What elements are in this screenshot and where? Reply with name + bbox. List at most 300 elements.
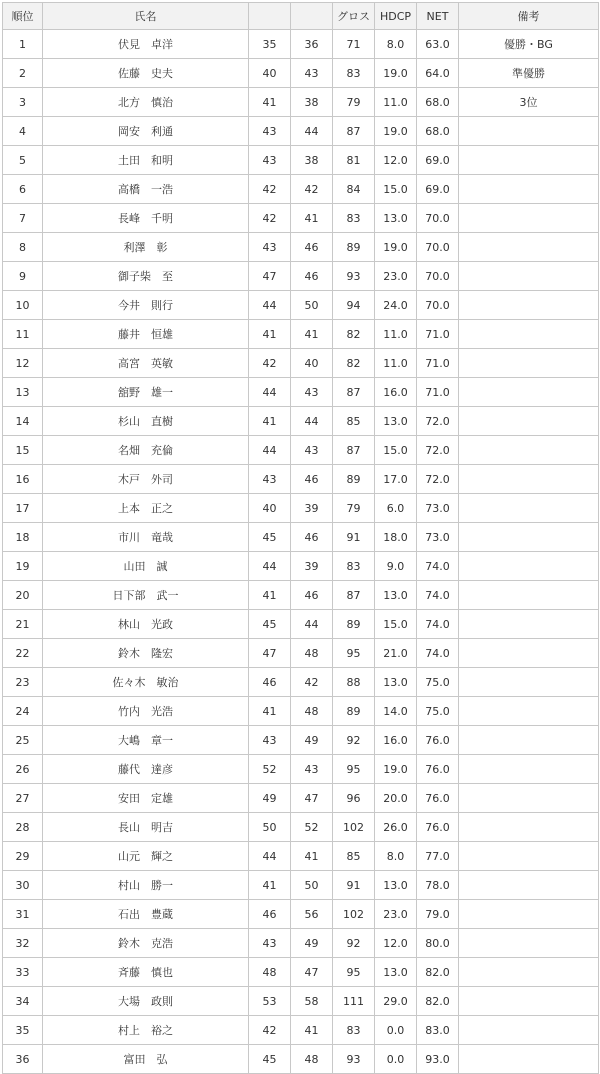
hdcp-cell: 24.0 bbox=[375, 291, 417, 320]
gross-cell: 71 bbox=[333, 30, 375, 59]
name-cell: 鈴木 克浩 bbox=[43, 929, 249, 958]
name-cell: 斉藤 慎也 bbox=[43, 958, 249, 987]
in-score-cell: 44 bbox=[291, 610, 333, 639]
out-score-cell: 41 bbox=[249, 88, 291, 117]
out-score-cell: 41 bbox=[249, 407, 291, 436]
out-score-cell: 41 bbox=[249, 871, 291, 900]
gross-cell: 79 bbox=[333, 494, 375, 523]
hdcp-cell: 19.0 bbox=[375, 59, 417, 88]
net-cell: 82.0 bbox=[417, 958, 459, 987]
net-cell: 69.0 bbox=[417, 175, 459, 204]
table-row bbox=[3, 117, 599, 146]
table-row bbox=[3, 349, 599, 378]
out-score-cell: 49 bbox=[249, 784, 291, 813]
remarks-cell bbox=[459, 871, 599, 900]
net-cell: 75.0 bbox=[417, 668, 459, 697]
rank-cell: 2 bbox=[3, 59, 43, 88]
gross-cell: 84 bbox=[333, 175, 375, 204]
out-score-cell: 42 bbox=[249, 175, 291, 204]
net-cell: 73.0 bbox=[417, 494, 459, 523]
in-score-cell: 46 bbox=[291, 523, 333, 552]
header-out bbox=[249, 3, 291, 30]
in-score-cell: 56 bbox=[291, 900, 333, 929]
remarks-cell bbox=[459, 552, 599, 581]
net-cell: 77.0 bbox=[417, 842, 459, 871]
net-cell: 70.0 bbox=[417, 262, 459, 291]
gross-cell: 79 bbox=[333, 88, 375, 117]
gross-cell: 87 bbox=[333, 117, 375, 146]
remarks-cell: 優勝・BG bbox=[459, 30, 599, 59]
gross-cell: 91 bbox=[333, 871, 375, 900]
net-cell: 69.0 bbox=[417, 146, 459, 175]
name-cell: 大場 政則 bbox=[43, 987, 249, 1016]
hdcp-cell: 8.0 bbox=[375, 842, 417, 871]
out-score-cell: 52 bbox=[249, 755, 291, 784]
gross-cell: 83 bbox=[333, 552, 375, 581]
in-score-cell: 43 bbox=[291, 378, 333, 407]
name-cell: 杉山 直樹 bbox=[43, 407, 249, 436]
gross-cell: 93 bbox=[333, 1045, 375, 1074]
gross-cell: 89 bbox=[333, 233, 375, 262]
gross-cell: 82 bbox=[333, 320, 375, 349]
hdcp-cell: 13.0 bbox=[375, 668, 417, 697]
hdcp-cell: 13.0 bbox=[375, 871, 417, 900]
name-cell: 日下部 武一 bbox=[43, 581, 249, 610]
table-row bbox=[3, 175, 599, 204]
header-in bbox=[291, 3, 333, 30]
rank-cell: 33 bbox=[3, 958, 43, 987]
gross-cell: 92 bbox=[333, 726, 375, 755]
remarks-cell bbox=[459, 175, 599, 204]
out-score-cell: 47 bbox=[249, 639, 291, 668]
out-score-cell: 43 bbox=[249, 117, 291, 146]
remarks-cell bbox=[459, 668, 599, 697]
out-score-cell: 40 bbox=[249, 494, 291, 523]
table-row bbox=[3, 813, 599, 842]
rank-cell: 29 bbox=[3, 842, 43, 871]
hdcp-cell: 12.0 bbox=[375, 929, 417, 958]
rank-cell: 21 bbox=[3, 610, 43, 639]
net-cell: 70.0 bbox=[417, 204, 459, 233]
in-score-cell: 52 bbox=[291, 813, 333, 842]
net-cell: 72.0 bbox=[417, 465, 459, 494]
net-cell: 71.0 bbox=[417, 378, 459, 407]
remarks-cell bbox=[459, 958, 599, 987]
rank-cell: 30 bbox=[3, 871, 43, 900]
hdcp-cell: 14.0 bbox=[375, 697, 417, 726]
rank-cell: 15 bbox=[3, 436, 43, 465]
out-score-cell: 44 bbox=[249, 436, 291, 465]
rank-cell: 8 bbox=[3, 233, 43, 262]
remarks-cell bbox=[459, 146, 599, 175]
out-score-cell: 53 bbox=[249, 987, 291, 1016]
remarks-cell bbox=[459, 784, 599, 813]
table-row bbox=[3, 900, 599, 929]
hdcp-cell: 23.0 bbox=[375, 900, 417, 929]
out-score-cell: 45 bbox=[249, 610, 291, 639]
remarks-cell: 3位 bbox=[459, 88, 599, 117]
net-cell: 82.0 bbox=[417, 987, 459, 1016]
rank-cell: 14 bbox=[3, 407, 43, 436]
hdcp-cell: 6.0 bbox=[375, 494, 417, 523]
out-score-cell: 48 bbox=[249, 958, 291, 987]
remarks-cell bbox=[459, 1045, 599, 1074]
net-cell: 72.0 bbox=[417, 407, 459, 436]
in-score-cell: 46 bbox=[291, 233, 333, 262]
table-row bbox=[3, 1016, 599, 1045]
gross-cell: 85 bbox=[333, 407, 375, 436]
rank-cell: 24 bbox=[3, 697, 43, 726]
out-score-cell: 44 bbox=[249, 552, 291, 581]
out-score-cell: 43 bbox=[249, 233, 291, 262]
name-cell: 名畑 充倫 bbox=[43, 436, 249, 465]
remarks-cell bbox=[459, 233, 599, 262]
name-cell: 上本 正之 bbox=[43, 494, 249, 523]
net-cell: 72.0 bbox=[417, 436, 459, 465]
remarks-cell bbox=[459, 204, 599, 233]
remarks-cell bbox=[459, 523, 599, 552]
gross-cell: 88 bbox=[333, 668, 375, 697]
gross-cell: 111 bbox=[333, 987, 375, 1016]
rank-cell: 9 bbox=[3, 262, 43, 291]
gross-cell: 95 bbox=[333, 639, 375, 668]
hdcp-cell: 19.0 bbox=[375, 117, 417, 146]
name-cell: 富田 弘 bbox=[43, 1045, 249, 1074]
in-score-cell: 40 bbox=[291, 349, 333, 378]
hdcp-cell: 12.0 bbox=[375, 146, 417, 175]
name-cell: 長峰 千明 bbox=[43, 204, 249, 233]
remarks-cell bbox=[459, 900, 599, 929]
in-score-cell: 58 bbox=[291, 987, 333, 1016]
out-score-cell: 42 bbox=[249, 1016, 291, 1045]
net-cell: 74.0 bbox=[417, 581, 459, 610]
remarks-cell bbox=[459, 842, 599, 871]
out-score-cell: 41 bbox=[249, 320, 291, 349]
hdcp-cell: 29.0 bbox=[375, 987, 417, 1016]
gross-cell: 87 bbox=[333, 378, 375, 407]
out-score-cell: 41 bbox=[249, 581, 291, 610]
remarks-cell bbox=[459, 755, 599, 784]
name-cell: 林山 光政 bbox=[43, 610, 249, 639]
in-score-cell: 42 bbox=[291, 175, 333, 204]
table-row bbox=[3, 59, 599, 88]
hdcp-cell: 16.0 bbox=[375, 726, 417, 755]
table-row bbox=[3, 436, 599, 465]
remarks-cell bbox=[459, 117, 599, 146]
net-cell: 75.0 bbox=[417, 697, 459, 726]
out-score-cell: 45 bbox=[249, 523, 291, 552]
net-cell: 83.0 bbox=[417, 1016, 459, 1045]
table-body bbox=[3, 30, 599, 1074]
name-cell: 石出 豊蔵 bbox=[43, 900, 249, 929]
name-cell: 土田 和明 bbox=[43, 146, 249, 175]
net-cell: 74.0 bbox=[417, 639, 459, 668]
remarks-cell bbox=[459, 929, 599, 958]
rank-cell: 22 bbox=[3, 639, 43, 668]
name-cell: 高橋 一浩 bbox=[43, 175, 249, 204]
table-row bbox=[3, 1045, 599, 1074]
rank-cell: 36 bbox=[3, 1045, 43, 1074]
net-cell: 80.0 bbox=[417, 929, 459, 958]
table-row bbox=[3, 204, 599, 233]
gross-cell: 89 bbox=[333, 610, 375, 639]
header-net: NET bbox=[417, 3, 459, 30]
table-row bbox=[3, 494, 599, 523]
hdcp-cell: 11.0 bbox=[375, 349, 417, 378]
net-cell: 70.0 bbox=[417, 233, 459, 262]
rank-cell: 25 bbox=[3, 726, 43, 755]
in-score-cell: 41 bbox=[291, 842, 333, 871]
in-score-cell: 48 bbox=[291, 639, 333, 668]
hdcp-cell: 13.0 bbox=[375, 581, 417, 610]
name-cell: 北方 慎治 bbox=[43, 88, 249, 117]
in-score-cell: 39 bbox=[291, 494, 333, 523]
hdcp-cell: 26.0 bbox=[375, 813, 417, 842]
table-row bbox=[3, 958, 599, 987]
out-score-cell: 40 bbox=[249, 59, 291, 88]
out-score-cell: 35 bbox=[249, 30, 291, 59]
table-row bbox=[3, 30, 599, 59]
rank-cell: 32 bbox=[3, 929, 43, 958]
gross-cell: 102 bbox=[333, 900, 375, 929]
hdcp-cell: 11.0 bbox=[375, 88, 417, 117]
gross-cell: 102 bbox=[333, 813, 375, 842]
table-row bbox=[3, 146, 599, 175]
net-cell: 76.0 bbox=[417, 813, 459, 842]
in-score-cell: 46 bbox=[291, 581, 333, 610]
name-cell: 大嶋 章一 bbox=[43, 726, 249, 755]
gross-cell: 82 bbox=[333, 349, 375, 378]
name-cell: 市川 竜哉 bbox=[43, 523, 249, 552]
hdcp-cell: 20.0 bbox=[375, 784, 417, 813]
out-score-cell: 44 bbox=[249, 291, 291, 320]
net-cell: 70.0 bbox=[417, 291, 459, 320]
gross-cell: 85 bbox=[333, 842, 375, 871]
hdcp-cell: 9.0 bbox=[375, 552, 417, 581]
out-score-cell: 42 bbox=[249, 349, 291, 378]
hdcp-cell: 17.0 bbox=[375, 465, 417, 494]
in-score-cell: 42 bbox=[291, 668, 333, 697]
remarks-cell bbox=[459, 987, 599, 1016]
name-cell: 藤井 恒雄 bbox=[43, 320, 249, 349]
gross-cell: 96 bbox=[333, 784, 375, 813]
name-cell: 舘野 雄一 bbox=[43, 378, 249, 407]
table-row bbox=[3, 523, 599, 552]
rank-cell: 6 bbox=[3, 175, 43, 204]
rank-cell: 3 bbox=[3, 88, 43, 117]
rank-cell: 26 bbox=[3, 755, 43, 784]
rank-cell: 16 bbox=[3, 465, 43, 494]
rank-cell: 5 bbox=[3, 146, 43, 175]
gross-cell: 93 bbox=[333, 262, 375, 291]
net-cell: 93.0 bbox=[417, 1045, 459, 1074]
rank-cell: 34 bbox=[3, 987, 43, 1016]
name-cell: 安田 定雄 bbox=[43, 784, 249, 813]
out-score-cell: 44 bbox=[249, 842, 291, 871]
gross-cell: 89 bbox=[333, 465, 375, 494]
net-cell: 76.0 bbox=[417, 784, 459, 813]
table-row bbox=[3, 581, 599, 610]
gross-cell: 95 bbox=[333, 755, 375, 784]
table-row bbox=[3, 755, 599, 784]
rank-cell: 19 bbox=[3, 552, 43, 581]
table-row bbox=[3, 233, 599, 262]
remarks-cell bbox=[459, 639, 599, 668]
remarks-cell bbox=[459, 726, 599, 755]
net-cell: 74.0 bbox=[417, 610, 459, 639]
table-row bbox=[3, 784, 599, 813]
rank-cell: 12 bbox=[3, 349, 43, 378]
table-row bbox=[3, 929, 599, 958]
name-cell: 利澤 彰 bbox=[43, 233, 249, 262]
hdcp-cell: 15.0 bbox=[375, 436, 417, 465]
in-score-cell: 49 bbox=[291, 726, 333, 755]
table-row bbox=[3, 871, 599, 900]
rank-cell: 23 bbox=[3, 668, 43, 697]
table-row bbox=[3, 320, 599, 349]
hdcp-cell: 18.0 bbox=[375, 523, 417, 552]
rank-cell: 17 bbox=[3, 494, 43, 523]
remarks-cell bbox=[459, 320, 599, 349]
table-row bbox=[3, 697, 599, 726]
name-cell: 佐々木 敏治 bbox=[43, 668, 249, 697]
in-score-cell: 41 bbox=[291, 204, 333, 233]
out-score-cell: 44 bbox=[249, 378, 291, 407]
net-cell: 71.0 bbox=[417, 320, 459, 349]
gross-cell: 94 bbox=[333, 291, 375, 320]
name-cell: 山田 誠 bbox=[43, 552, 249, 581]
out-score-cell: 43 bbox=[249, 929, 291, 958]
hdcp-cell: 21.0 bbox=[375, 639, 417, 668]
in-score-cell: 43 bbox=[291, 755, 333, 784]
in-score-cell: 46 bbox=[291, 262, 333, 291]
table-row bbox=[3, 726, 599, 755]
table-row bbox=[3, 378, 599, 407]
gross-cell: 87 bbox=[333, 436, 375, 465]
table-row bbox=[3, 987, 599, 1016]
net-cell: 63.0 bbox=[417, 30, 459, 59]
net-cell: 73.0 bbox=[417, 523, 459, 552]
gross-cell: 95 bbox=[333, 958, 375, 987]
table-row bbox=[3, 668, 599, 697]
remarks-cell bbox=[459, 291, 599, 320]
out-score-cell: 42 bbox=[249, 204, 291, 233]
rank-cell: 4 bbox=[3, 117, 43, 146]
table-row bbox=[3, 842, 599, 871]
table-row bbox=[3, 291, 599, 320]
remarks-cell bbox=[459, 378, 599, 407]
in-score-cell: 48 bbox=[291, 1045, 333, 1074]
net-cell: 64.0 bbox=[417, 59, 459, 88]
rank-cell: 7 bbox=[3, 204, 43, 233]
net-cell: 74.0 bbox=[417, 552, 459, 581]
header-row bbox=[3, 3, 599, 30]
out-score-cell: 46 bbox=[249, 668, 291, 697]
out-score-cell: 43 bbox=[249, 726, 291, 755]
gross-cell: 91 bbox=[333, 523, 375, 552]
name-cell: 御子柴 至 bbox=[43, 262, 249, 291]
in-score-cell: 50 bbox=[291, 291, 333, 320]
header-rank: 順位 bbox=[3, 3, 43, 30]
rank-cell: 13 bbox=[3, 378, 43, 407]
remarks-cell bbox=[459, 494, 599, 523]
in-score-cell: 41 bbox=[291, 320, 333, 349]
table-row bbox=[3, 552, 599, 581]
rank-cell: 20 bbox=[3, 581, 43, 610]
remarks-cell bbox=[459, 407, 599, 436]
name-cell: 藤代 達彦 bbox=[43, 755, 249, 784]
out-score-cell: 45 bbox=[249, 1045, 291, 1074]
gross-cell: 87 bbox=[333, 581, 375, 610]
hdcp-cell: 19.0 bbox=[375, 755, 417, 784]
in-score-cell: 43 bbox=[291, 436, 333, 465]
in-score-cell: 50 bbox=[291, 871, 333, 900]
in-score-cell: 44 bbox=[291, 117, 333, 146]
name-cell: 木戸 外司 bbox=[43, 465, 249, 494]
remarks-cell bbox=[459, 349, 599, 378]
remarks-cell bbox=[459, 262, 599, 291]
name-cell: 村山 勝一 bbox=[43, 871, 249, 900]
name-cell: 佐藤 史夫 bbox=[43, 59, 249, 88]
name-cell: 村上 裕之 bbox=[43, 1016, 249, 1045]
rank-cell: 10 bbox=[3, 291, 43, 320]
hdcp-cell: 0.0 bbox=[375, 1016, 417, 1045]
rank-cell: 31 bbox=[3, 900, 43, 929]
rank-cell: 11 bbox=[3, 320, 43, 349]
hdcp-cell: 23.0 bbox=[375, 262, 417, 291]
hdcp-cell: 19.0 bbox=[375, 233, 417, 262]
name-cell: 岡安 利通 bbox=[43, 117, 249, 146]
in-score-cell: 48 bbox=[291, 697, 333, 726]
header-hdcp: HDCP bbox=[375, 3, 417, 30]
name-cell: 今井 則行 bbox=[43, 291, 249, 320]
rank-cell: 28 bbox=[3, 813, 43, 842]
name-cell: 長山 明吉 bbox=[43, 813, 249, 842]
remarks-cell bbox=[459, 581, 599, 610]
net-cell: 76.0 bbox=[417, 755, 459, 784]
table-header bbox=[3, 3, 599, 30]
hdcp-cell: 0.0 bbox=[375, 1045, 417, 1074]
table-row bbox=[3, 610, 599, 639]
remarks-cell: 準優勝 bbox=[459, 59, 599, 88]
hdcp-cell: 11.0 bbox=[375, 320, 417, 349]
out-score-cell: 43 bbox=[249, 465, 291, 494]
gross-cell: 89 bbox=[333, 697, 375, 726]
header-gross: グロス bbox=[333, 3, 375, 30]
net-cell: 71.0 bbox=[417, 349, 459, 378]
remarks-cell bbox=[459, 610, 599, 639]
in-score-cell: 38 bbox=[291, 146, 333, 175]
remarks-cell bbox=[459, 697, 599, 726]
table-row bbox=[3, 407, 599, 436]
in-score-cell: 36 bbox=[291, 30, 333, 59]
table-row bbox=[3, 88, 599, 117]
hdcp-cell: 13.0 bbox=[375, 958, 417, 987]
name-cell: 伏見 卓洋 bbox=[43, 30, 249, 59]
rank-cell: 1 bbox=[3, 30, 43, 59]
out-score-cell: 43 bbox=[249, 146, 291, 175]
remarks-cell bbox=[459, 465, 599, 494]
gross-cell: 92 bbox=[333, 929, 375, 958]
remarks-cell bbox=[459, 1016, 599, 1045]
in-score-cell: 46 bbox=[291, 465, 333, 494]
hdcp-cell: 13.0 bbox=[375, 407, 417, 436]
net-cell: 78.0 bbox=[417, 871, 459, 900]
hdcp-cell: 16.0 bbox=[375, 378, 417, 407]
table-row bbox=[3, 262, 599, 291]
net-cell: 68.0 bbox=[417, 88, 459, 117]
out-score-cell: 41 bbox=[249, 697, 291, 726]
